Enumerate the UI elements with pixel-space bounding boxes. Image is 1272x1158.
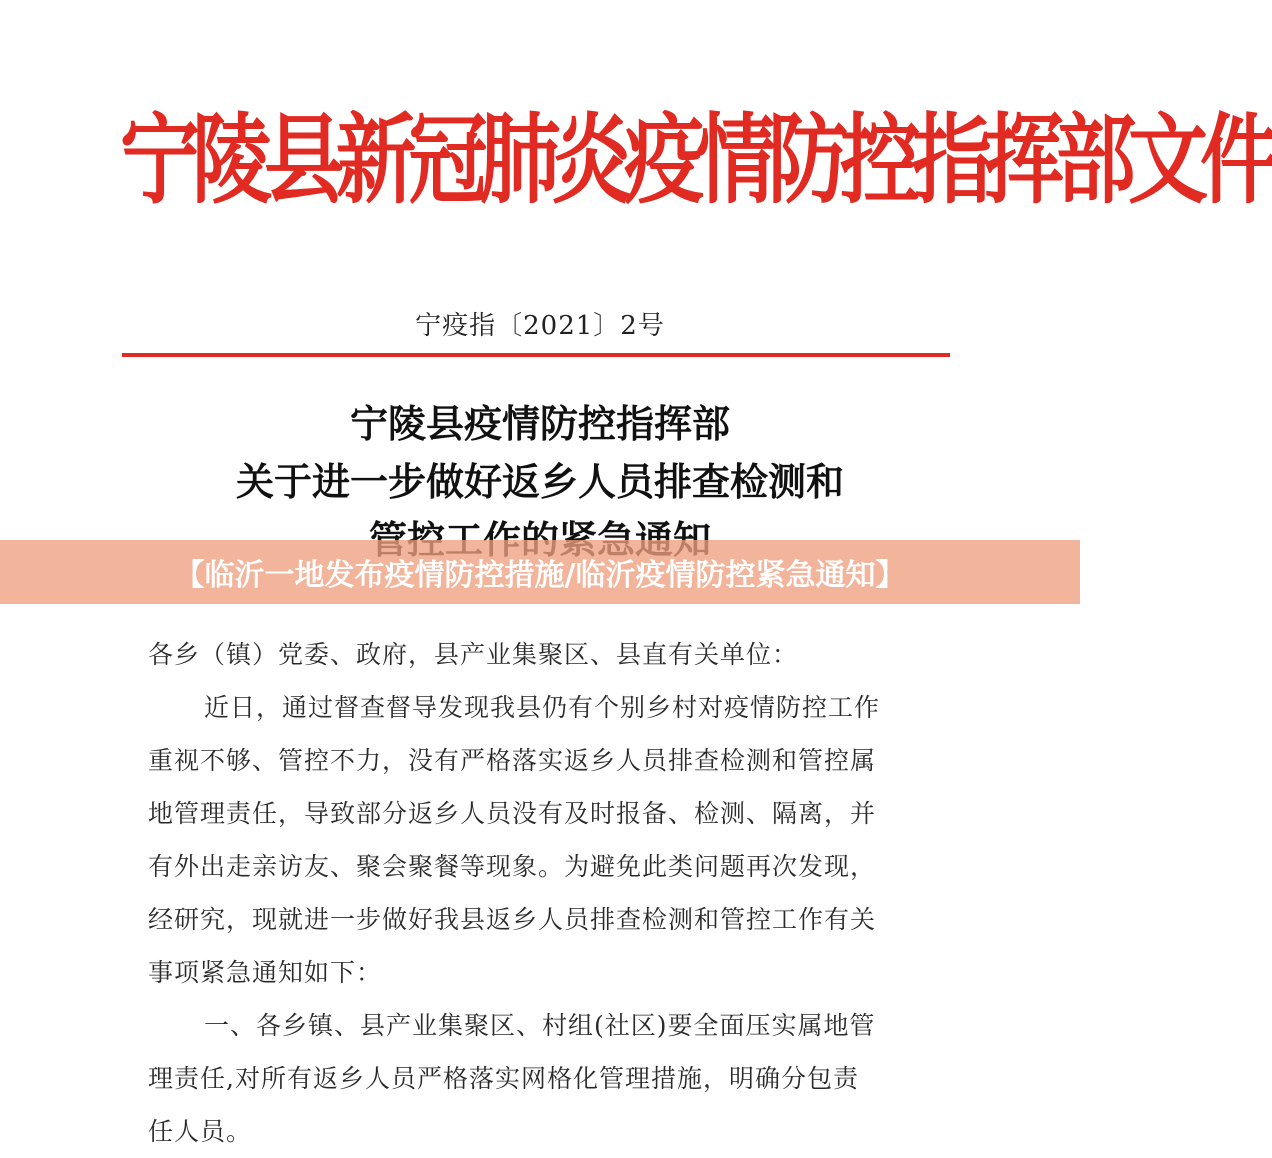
body-line: 理责任,对所有返乡人员严格落实网格化管理措施，明确分包责 [148, 1064, 859, 1093]
body-line: 一、各乡镇、县产业集聚区、村组(社区)要全面压实属地管 [204, 1011, 876, 1040]
red-divider [122, 353, 950, 357]
notice-body [148, 628, 948, 1158]
issuer-header: 宁陵县新冠肺炎疫情防控指挥部文件 [120, 102, 1272, 218]
body-line: 事项紧急通知如下： [148, 958, 383, 987]
salutation: 各乡（镇）党委、政府，县产业集聚区、县直有关单位： [148, 640, 799, 669]
body-line: 近日，通过督查督导发现我县仍有个别乡村对疫情防控工作 [204, 693, 881, 722]
body-line: 地管理责任，导致部分返乡人员没有及时报备、检测、隔离，并 [148, 799, 877, 828]
body-line: 有外出走亲访友、聚会聚餐等现象。为避免此类问题再次发现， [148, 852, 877, 881]
document-number: 宁疫指〔2021〕2号 [415, 311, 665, 341]
banner-text: 【临沂一地发布疫情防控措施/临沂疫情防控紧急通知】 [174, 558, 906, 593]
title-line-2: 关于进一步做好返乡人员排查检测和 [235, 459, 844, 504]
body-line: 重视不够、管控不力，没有严格落实返乡人员排查检测和管控属 [148, 746, 877, 775]
title-line-1: 宁陵县疫情防控指挥部 [349, 401, 730, 446]
body-line: 经研究，现就进一步做好我县返乡人员排查检测和管控工作有关 [148, 905, 877, 934]
headline-banner[interactable] [0, 540, 1080, 604]
body-line: 任人员。 [148, 1117, 253, 1146]
